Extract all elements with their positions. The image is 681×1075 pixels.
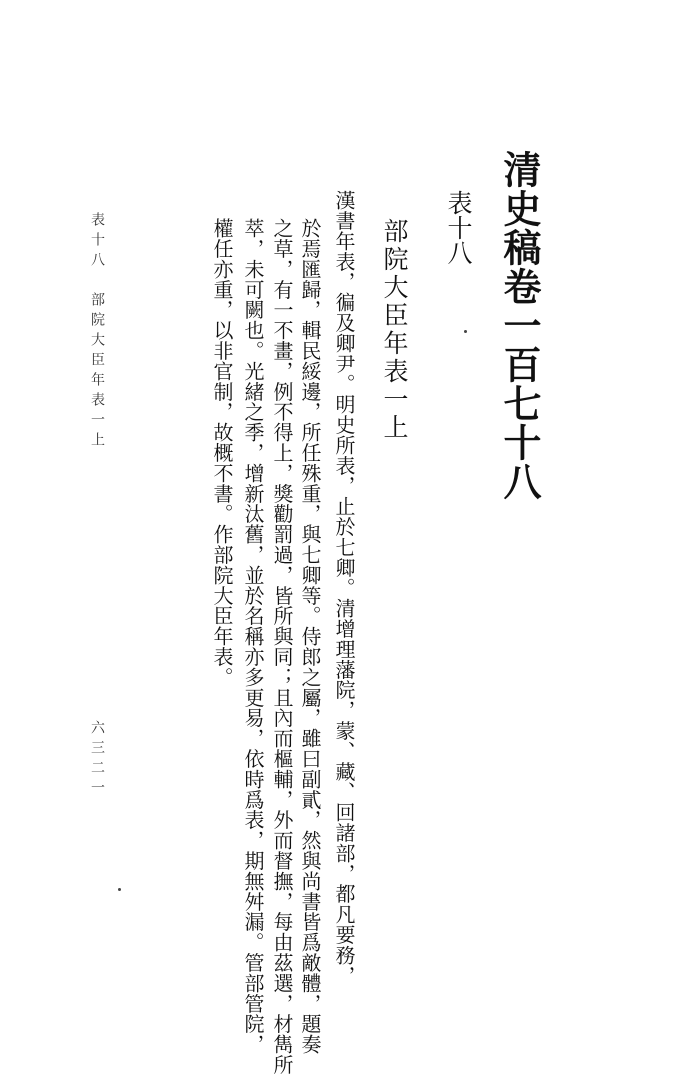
margin-header: 表十八 部院大臣年表一上 [89, 212, 105, 452]
speck-mark [464, 330, 467, 333]
page-number: 六三二一 [89, 720, 105, 800]
body-line: 漢書年表，徧及卿尹。明史所表，止於七卿。清增理藩院，蒙、藏、回諸部，都凡要務， [332, 190, 356, 986]
body-line: 萃，未可闕也。光緒之季，增新汰舊，並於名稱亦多更易，依時爲表，期無舛漏。管部管院， [241, 218, 265, 1055]
body-line: 權任亦重，以非官制，故概不書。作部院大臣年表。 [210, 218, 234, 688]
body-line: 之草，有一不畫，例不得上，獎勸罰過，皆所與同；且內而樞輔，外而督撫，每由茲選，材雋所 [270, 218, 294, 1075]
speck-mark [118, 888, 121, 891]
book-title: 清史稿卷一百七十八 [497, 150, 542, 501]
table-number: 表十八 [444, 190, 473, 265]
body-line: 於焉匯歸，輯民綏邊，所任殊重，與七卿等。侍郎之屬，雖曰副貳，然與尚書皆爲敵體，題奏 [298, 218, 322, 1055]
table-title: 部院大臣年表一上 [380, 218, 409, 442]
